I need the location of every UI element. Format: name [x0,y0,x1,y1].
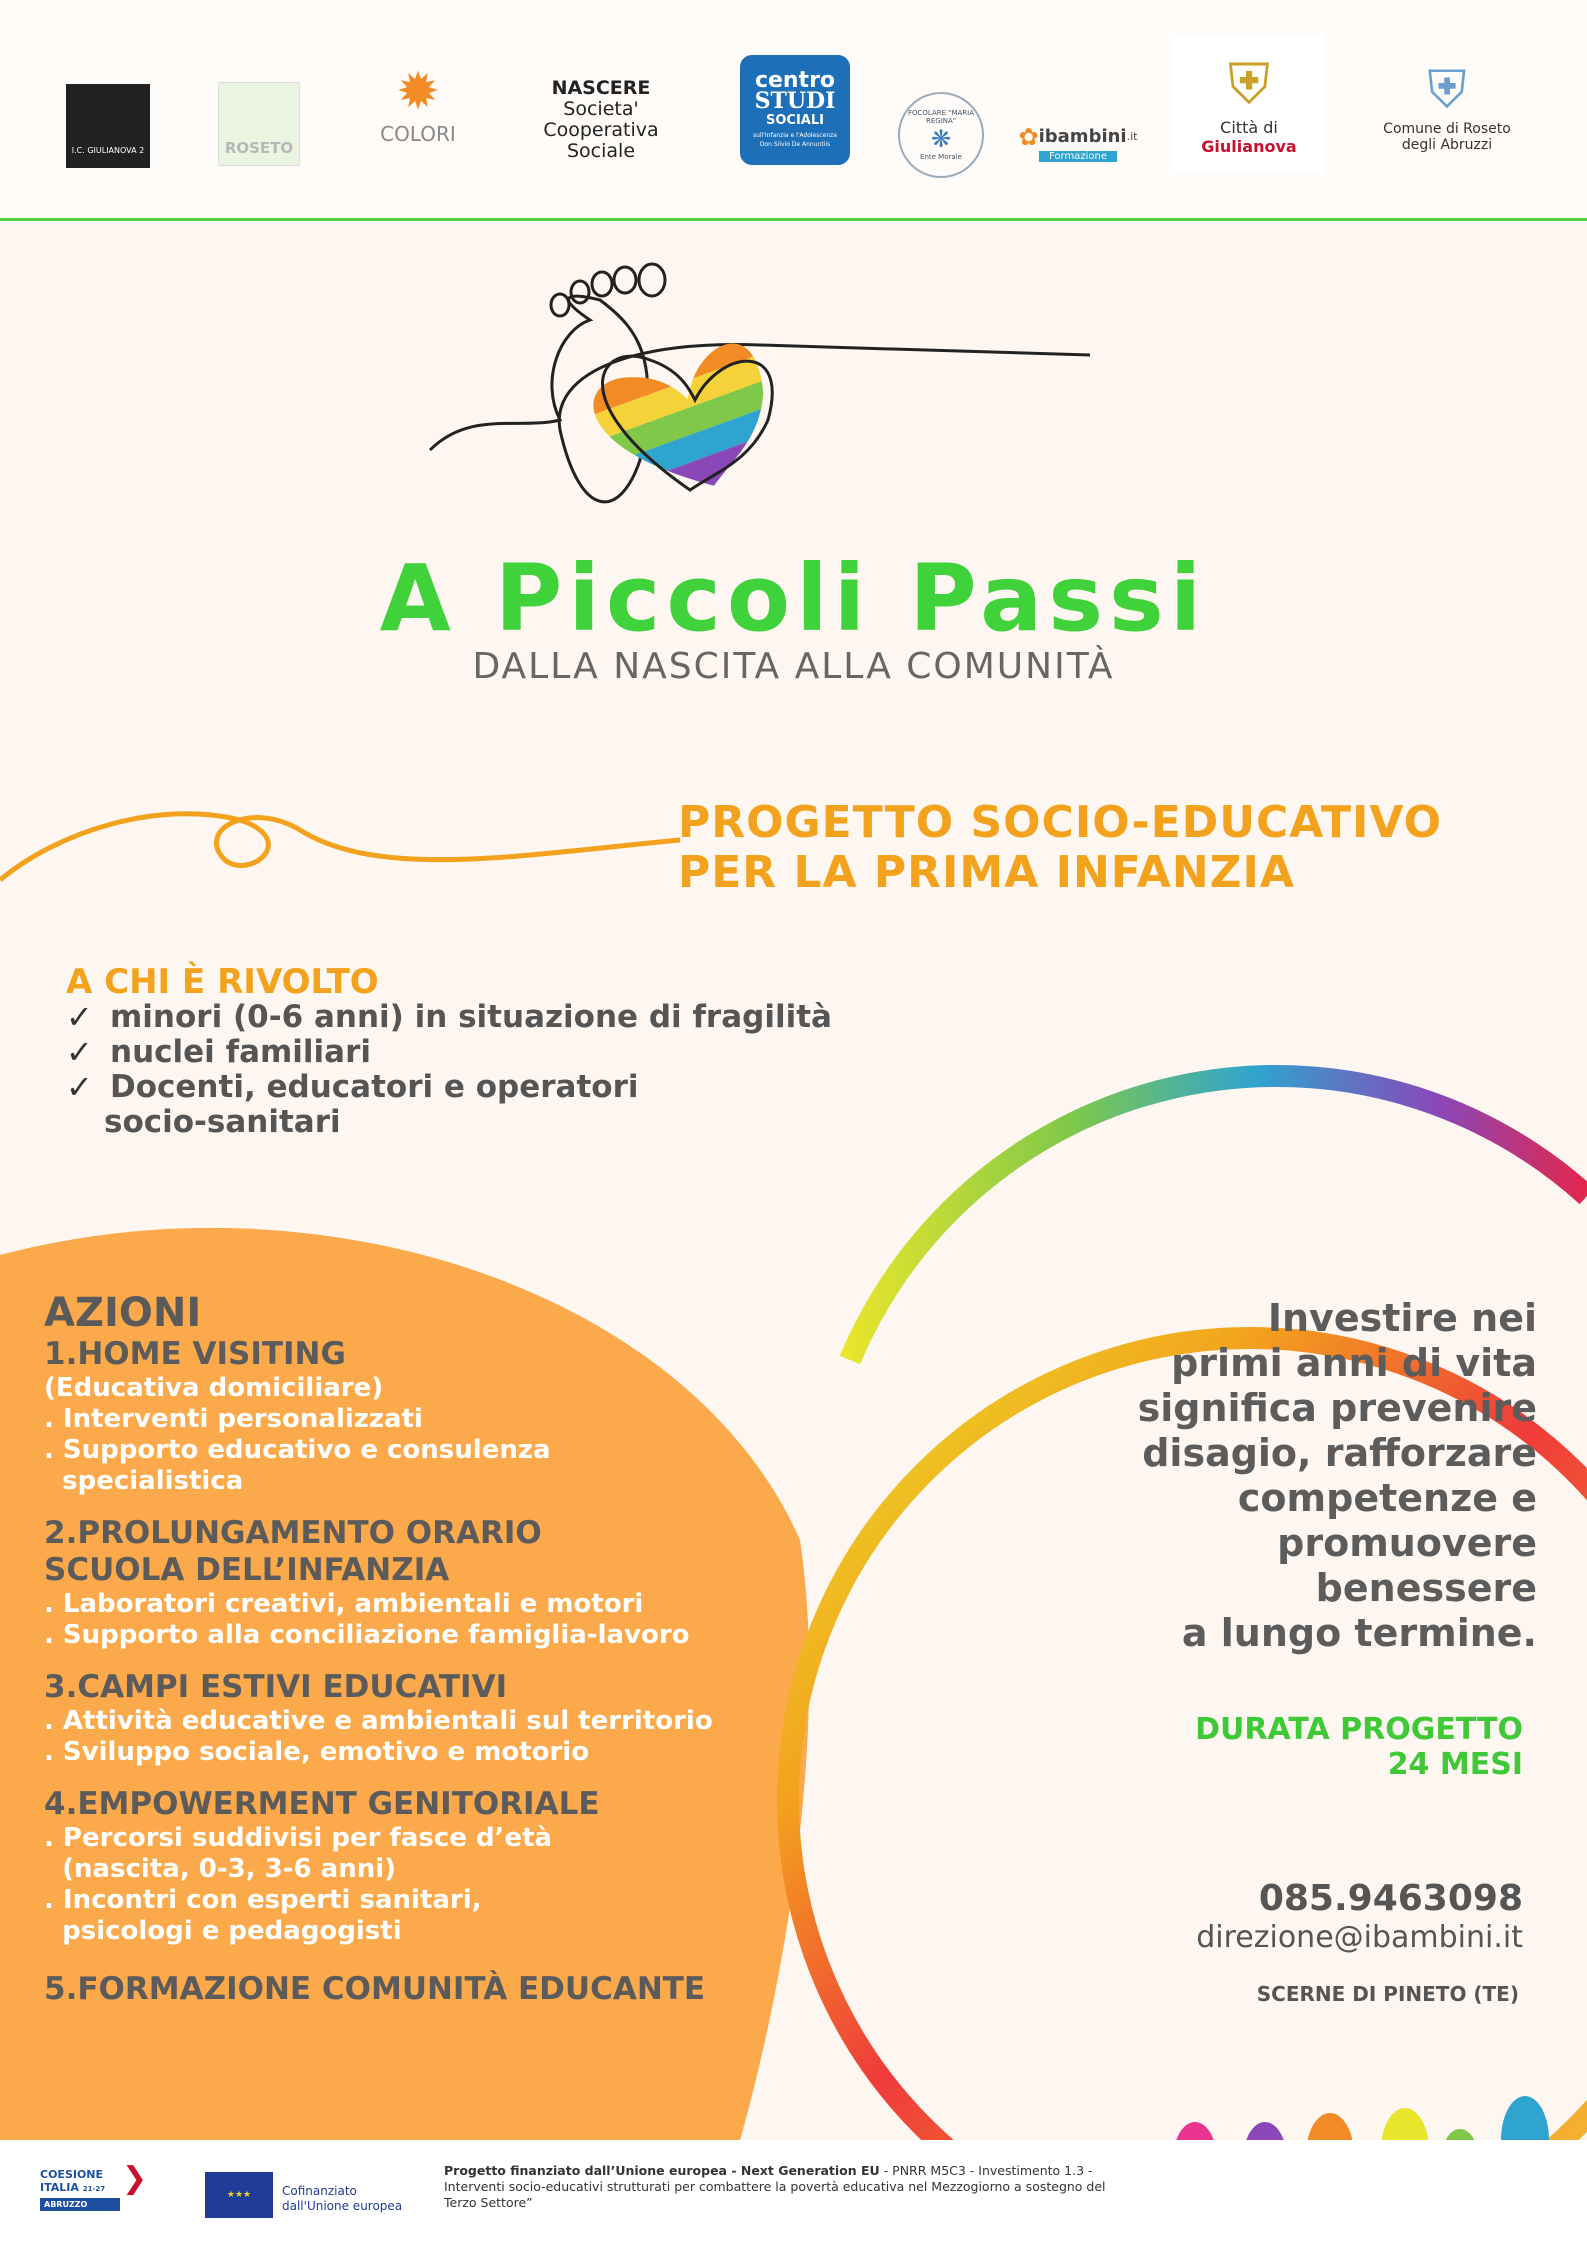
azione-formazione [44,1971,784,2008]
target-item [66,1000,832,1035]
target-item-text: nuclei familiari [110,1034,372,1070]
azione-title: 1.HOME VISITING [44,1336,346,1372]
azioni-heading: AZIONI [44,1290,202,1336]
funding-bold: Progetto finanziato dall’Unione europea - Next Generation EU [444,2163,880,2178]
abruzzo-text: ABRUZZO [40,2198,120,2211]
ic-giulianova-text: I.C. GIULIANOVA 2 [71,145,145,155]
colori-logo [370,44,466,164]
citta-giulianova-logo [1174,34,1324,174]
azione-item: specialistica [44,1466,244,1496]
quote-line: disagio, rafforzare [1142,1431,1537,1475]
centro-subline2: Don Silvio De Annuntiis [759,141,831,148]
funding-text: - PNRR M5C3 - Investimento 1.3 - Interventi socio-educativi strutturati per combattere la povertà educativa nel Mezzogiorno a sostegno del Terzo Settore” [444,2163,1106,2210]
target-item [66,1035,832,1070]
comune-roseto-line2: degli Abruzzi [1401,136,1493,153]
nascere-line4: Sociale [566,140,636,162]
target-item-continuation [66,1105,832,1140]
check-icon: ✓ [66,998,93,1036]
azione-item: psicologi e pedagogisti [44,1916,402,1946]
coesione-arrow-icon: ❯ [122,2161,148,2196]
durata-progetto [1195,1712,1523,1782]
ibambini-logo [1018,122,1138,162]
azione-title: 5.FORMAZIONE COMUNITÀ EDUCANTE [44,1971,706,2007]
durata-label: DURATA PROGETTO [1195,1712,1523,1747]
ibambini-formazione: Formazione [1039,151,1117,162]
focolare-logo [898,92,984,178]
citta-di-text: Città di [1220,118,1278,137]
centro-subline: sull'Infanzia e l'Adolescenza [753,132,837,139]
page-title: A Piccoli Passi [379,545,1208,652]
durata-value: 24 MESI [1387,1747,1523,1782]
nascere-line2: Societa' [563,98,639,120]
quote-line: promuovere [1277,1521,1537,1565]
email-address[interactable]: direzione@ibambini.it [1196,1920,1523,1955]
azione-item: . Incontri con esperti sanitari, [44,1885,482,1915]
nascere-line3: Cooperativa [543,119,659,141]
studi-text: STUDI [754,88,836,114]
azione-home-visiting [44,1336,784,1497]
project-line-2: PER LA PRIMA INFANZIA [678,847,1295,898]
italia-text: ITALIA [40,2181,79,2194]
header-divider [0,218,1587,221]
giulianova-name-text: Giulianova [1201,137,1297,156]
target-item-text: socio-sanitari [104,1104,341,1140]
eu-line-2: dall'Unione europea [282,2199,403,2213]
page-subtitle: DALLA NASCITA ALLA COMUNITÀ [472,646,1115,687]
quote-line: a lungo termine. [1181,1611,1537,1655]
azione-item: . Supporto alla conciliazione famiglia-lavoro [44,1620,690,1650]
phone-number[interactable]: 085.9463098 [1258,1878,1523,1919]
quote-line: competenze e [1237,1476,1537,1520]
azione-title: SCUOLA DELL’INFANZIA [44,1552,450,1588]
coesione-italia-logo [40,2161,156,2218]
orange-squiggle [0,814,680,880]
quote-line: significa prevenire [1137,1386,1537,1430]
azione-empowerment [44,1786,784,1947]
eu-flag-icon: ★★★ [205,2172,273,2218]
target-item-text: Docenti, educatori e operatori [110,1069,639,1105]
azione-item: . Sviluppo sociale, emotivo e motorio [44,1737,590,1767]
azione-item: (nascita, 0-3, 3-6 anni) [44,1854,397,1884]
ibambini-tld-text: .it [1126,130,1138,143]
colori-sun-icon: ✹ [396,62,440,122]
location-text: SCERNE DI PINETO (TE) [1256,1982,1519,2006]
roseto-logo [218,82,300,166]
coesione-years: 21-27 [82,2185,106,2193]
quote-text [977,1296,1537,1656]
azione-item: . Laboratori creativi, ambientali e motori [44,1589,644,1619]
project-line-1: PROGETTO SOCIO-EDUCATIVO [678,797,1443,848]
ic-giulianova-logo [66,84,150,168]
focolare-sub-text: Ente Morale [920,153,962,161]
roseto-crest-icon: ⛨ [1427,59,1467,120]
ibambini-flower-icon: ✿ [1018,122,1039,151]
colori-text: COLORI [380,122,456,146]
target-heading: A CHI È RIVOLTO [66,962,379,1002]
eu-line-1: Cofinanziato [282,2184,357,2198]
target-list [66,1000,832,1140]
check-icon: ✓ [66,1033,93,1071]
nascere-logo [543,77,659,162]
focolare-emblem-icon: ❋ [930,125,952,153]
azioni-panel [44,1290,784,2008]
azione-campi-estivi [44,1669,784,1768]
giulianova-crest-icon: ⛨ [1228,52,1270,117]
target-item-text: minori (0-6 anni) in situazione di fragilità [110,999,832,1035]
roseto-text: ROSETO [224,139,294,157]
quote-line: Investire nei [1267,1296,1537,1340]
project-heading [678,798,1442,898]
check-icon: ✓ [66,1068,93,1106]
focolare-text: FOCOLARE "MARIA REGINA" [907,109,975,125]
centro-studi-logo [740,55,850,165]
nascere-name: NASCERE [551,77,651,99]
azione-item: . Attività educative e ambientali sul territorio [44,1706,713,1736]
sociali-text: SOCIALI [766,113,824,128]
comune-roseto-logo [1372,38,1522,174]
azione-item: . Supporto educativo e consulenza [44,1435,551,1465]
coesione-text: COESIONE [40,2168,104,2181]
comune-roseto-line1: Comune di Roseto [1383,120,1511,137]
quote-line: benessere [1315,1566,1537,1610]
azione-title: 2.PROLUNGAMENTO ORARIO [44,1515,542,1551]
eu-cofinanziato [282,2184,402,2214]
azione-item: . Interventi personalizzati [44,1404,423,1434]
azione-item: . Percorsi suddivisi per fasce d’età [44,1823,553,1853]
target-item [66,1070,832,1105]
funding-note [444,2163,1124,2211]
quote-line: primi anni di vita [1171,1341,1537,1385]
centro-text: centro [754,68,836,93]
ibambini-text: ibambini [1038,126,1127,147]
azione-prolungamento [44,1515,784,1651]
azione-title: 4.EMPOWERMENT GENITORIALE [44,1786,600,1822]
azione-title: 3.CAMPI ESTIVI EDUCATIVI [44,1669,508,1705]
rainbow-heart-icon [546,294,830,536]
azione-subtitle: (Educativa domiciliare) [44,1373,384,1403]
